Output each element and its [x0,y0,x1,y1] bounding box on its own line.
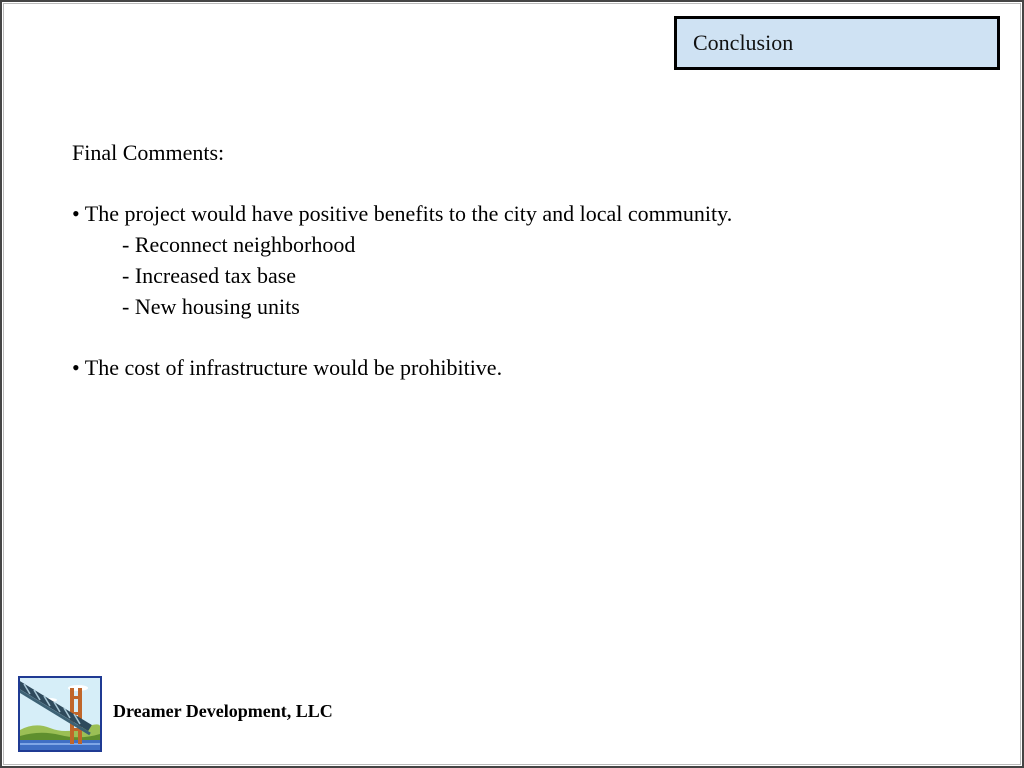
bullet-item: • The cost of infrastructure would be prohibitive. [72,354,503,380]
sub-item: - Increased tax base [122,262,297,288]
content-heading: Final Comments: [72,140,225,165]
slide-title-box [674,16,1000,70]
slide-title: Conclusion [693,30,794,55]
sub-item: - New housing units [122,293,300,319]
slide-content [72,138,972,384]
bullet-item: • The project would have positive benefits to the city and local community. [72,201,733,227]
sub-item: - Reconnect neighborhood [122,232,356,258]
company-name: Dreamer Development, LLC [113,701,333,721]
bridge-logo-icon [18,676,102,752]
spacer [72,322,972,353]
spacer [72,169,972,200]
